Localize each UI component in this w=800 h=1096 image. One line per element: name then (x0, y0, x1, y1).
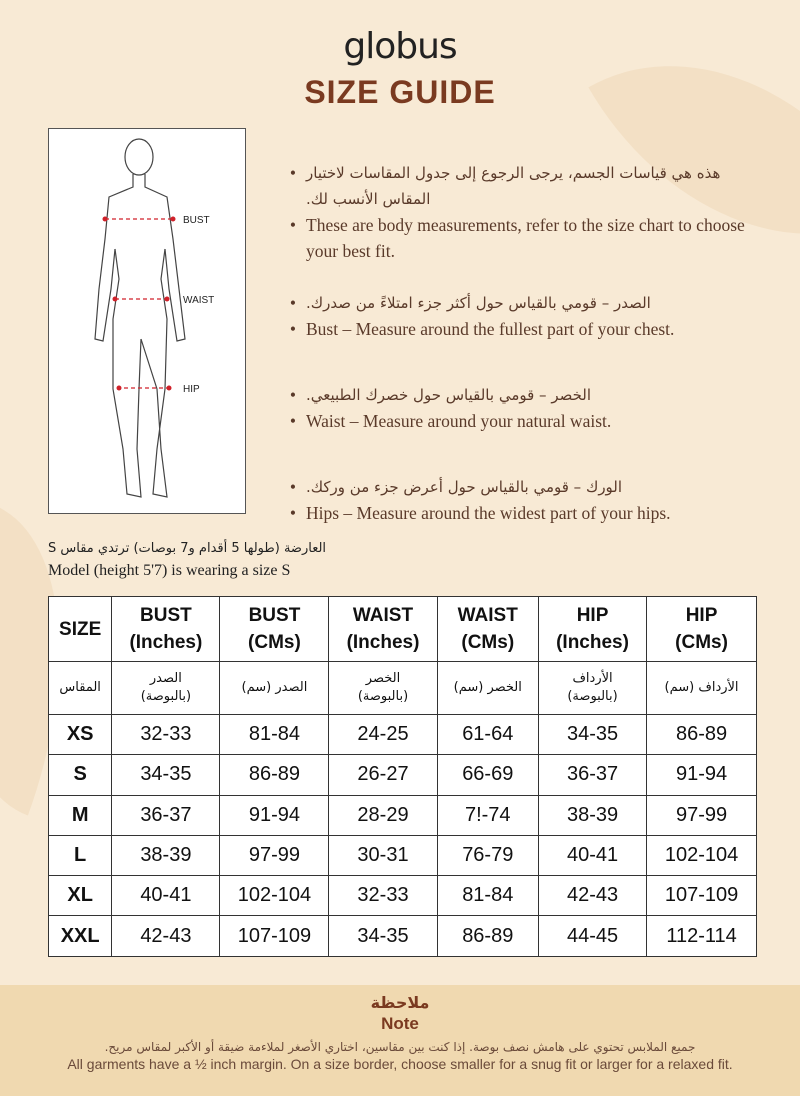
column-header-ar: الخصر (بالبوصة) (329, 662, 437, 715)
note-text-ar: جميع الملابس تحتوي على هامش نصف بوصة. إذا كنت بين مقاسين، اختاري الأصغر لملاءمة ضيقة أو الأكبر لمقاس مريح. (104, 1040, 696, 1054)
table-cell: 91-94 (220, 795, 329, 835)
model-info-ar: العارضة (طولها 5 أقدام و7 بوصات) ترتدي مقاس S (48, 541, 327, 556)
body-figure-illustration (48, 128, 246, 514)
table-cell: 66-69 (437, 755, 538, 795)
table-cell: 7!-74 (437, 795, 538, 835)
table-cell: 91-94 (647, 755, 757, 795)
column-header: HIP (CMs) (647, 597, 757, 662)
table-cell: 112-114 (647, 916, 757, 956)
bust-label: BUST (183, 215, 210, 226)
column-header-ar: الصدر (سم) (220, 662, 329, 715)
column-header-ar: المقاس (49, 662, 112, 715)
table-row (49, 876, 757, 916)
column-header: HIP (Inches) (538, 597, 646, 662)
table-cell: 42-43 (112, 916, 220, 956)
table-cell: 107-109 (647, 876, 757, 916)
note-title-ar: ملاحظة (370, 993, 430, 1012)
header-row (49, 597, 757, 662)
table-cell: 97-99 (647, 795, 757, 835)
bullet-ar: الخصر – قومي بالقياس حول خصرك الطبيعي. (306, 386, 592, 404)
table-cell: XXL (49, 916, 112, 956)
table-cell: 34-35 (329, 916, 437, 956)
bullet-en: These are body measurements, refer to the size chart to choose your best fit. (306, 215, 745, 261)
table-cell: 38-39 (112, 835, 220, 875)
column-header: WAIST (Inches) (329, 597, 437, 662)
bullet-ar: هذه هي قياسات الجسم، يرجى الرجوع إلى جدول المقاسات لاختيار المقاس الأنسب لك. (306, 164, 721, 208)
table-row (49, 715, 757, 755)
measurement-instructions: • هذه هي قياسات الجسم، يرجى الرجوع إلى جدول المقاسات لاختيار المقاس الأنسب لك. • These are body measurements, refer to the size chart to choose your best fit. • الصدر – قومي بالقياس حول أكثر جزء امتلاءً من صدرك. • Bust – Measure around the fullest part of your chest. • الخصر – قومي بالقياس حول خصرك الطبيعي. • Waist – Measure around your natural waist. • الورك – قومي بالقياس حول أعرض جزء من وركك. • Hips – Measure around the widest part of your hips. (288, 160, 748, 552)
table-cell: 40-41 (112, 876, 220, 916)
table-cell: 44-45 (538, 916, 646, 956)
note-title-en: Note (381, 1014, 419, 1033)
model-info-en: Model (height 5'7) is wearing a size S (48, 562, 291, 579)
page-title: SIZE GUIDE (304, 74, 496, 110)
brand-logo: globus (343, 26, 457, 67)
table-cell: 32-33 (112, 715, 220, 755)
note-text-en: All garments have a ½ inch margin. On a size border, choose smaller for a snug fit or larger for a relaxed fit. (67, 1056, 733, 1072)
table-cell: 86-89 (437, 916, 538, 956)
table-cell: 24-25 (329, 715, 437, 755)
table-cell: L (49, 835, 112, 875)
table-cell: 26-27 (329, 755, 437, 795)
table-cell: M (49, 795, 112, 835)
bullet-ar: الصدر – قومي بالقياس حول أكثر جزء امتلاءً من صدرك. (306, 294, 651, 312)
table-cell: XL (49, 876, 112, 916)
table-cell: 28-29 (329, 795, 437, 835)
table-cell: 86-89 (647, 715, 757, 755)
column-header-ar: الأرداف (بالبوصة) (538, 662, 646, 715)
table-cell: 36-37 (538, 755, 646, 795)
bullet-en: Waist – Measure around your natural waist. (306, 411, 612, 431)
table-cell: 97-99 (220, 835, 329, 875)
size-chart-table (48, 596, 757, 957)
table-cell: 34-35 (112, 755, 220, 795)
table-cell: 81-84 (437, 876, 538, 916)
table-cell: 81-84 (220, 715, 329, 755)
bullet-en: Bust – Measure around the fullest part of your chest. (306, 319, 675, 339)
table-cell: 36-37 (112, 795, 220, 835)
table-cell: 61-64 (437, 715, 538, 755)
table-cell: S (49, 755, 112, 795)
table-cell: 32-33 (329, 876, 437, 916)
table-cell: 34-35 (538, 715, 646, 755)
table-cell: 42-43 (538, 876, 646, 916)
column-header-ar: الأرداف (سم) (647, 662, 757, 715)
column-header: BUST (Inches) (112, 597, 220, 662)
column-header: BUST (CMs) (220, 597, 329, 662)
column-header: WAIST (CMs) (437, 597, 538, 662)
table-cell: 30-31 (329, 835, 437, 875)
hip-label: HIP (183, 384, 200, 395)
table-row (49, 795, 757, 835)
table-cell: 38-39 (538, 795, 646, 835)
bullet-ar: الورك – قومي بالقياس حول أعرض جزء من وركك. (306, 478, 623, 496)
table-cell: 102-104 (647, 835, 757, 875)
column-header: SIZE (49, 597, 112, 662)
table-cell: XS (49, 715, 112, 755)
table-cell: 107-109 (220, 916, 329, 956)
header-row-ar (49, 662, 757, 715)
note-section (0, 985, 800, 1096)
table-cell: 76-79 (437, 835, 538, 875)
bullet-en: Hips – Measure around the widest part of your hips. (306, 503, 671, 523)
table-cell: 86-89 (220, 755, 329, 795)
table-row (49, 916, 757, 956)
table-cell: 40-41 (538, 835, 646, 875)
table-row (49, 755, 757, 795)
table-row (49, 835, 757, 875)
column-header-ar: الصدر (بالبوصة) (112, 662, 220, 715)
model-info (48, 538, 326, 582)
waist-label: WAIST (183, 295, 215, 306)
table-cell: 102-104 (220, 876, 329, 916)
column-header-ar: الخصر (سم) (437, 662, 538, 715)
